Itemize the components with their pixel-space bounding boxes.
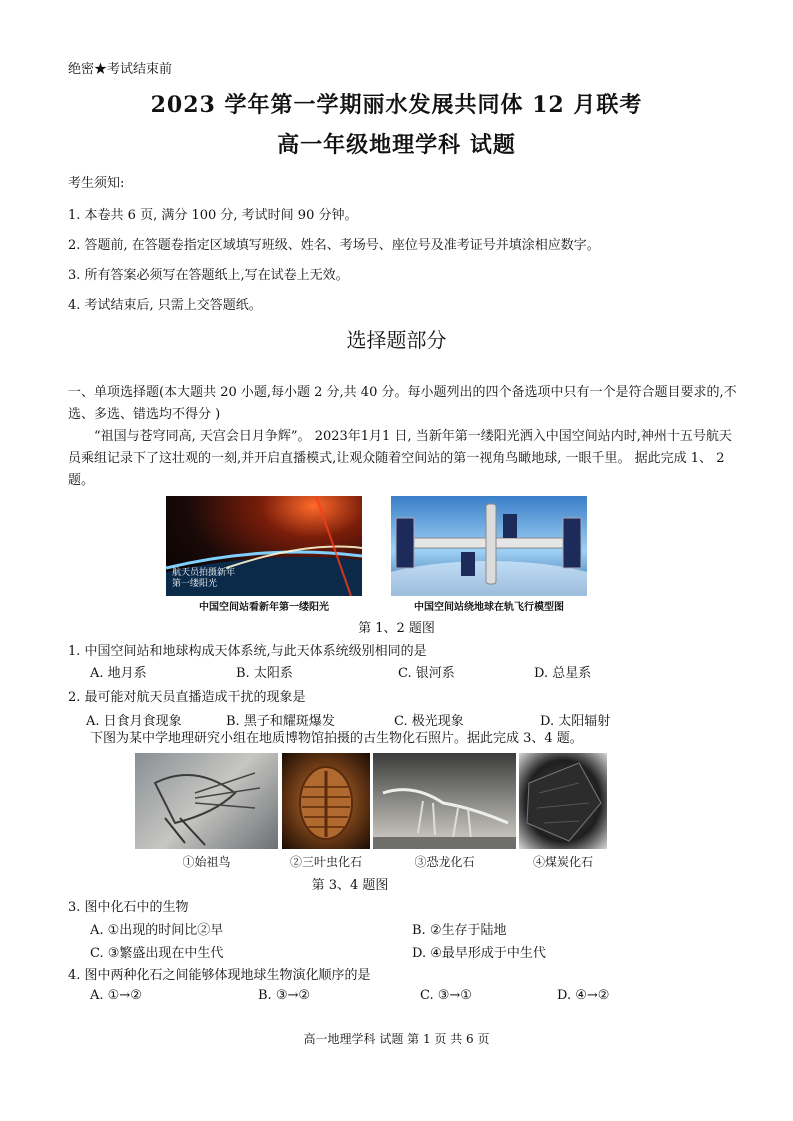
- dinosaur-graphic: [373, 753, 516, 849]
- passage-2: 下图为某中学地理研究小组在地质博物馆拍摄的古生物化石照片。据此完成 3、4 题。: [90, 731, 583, 746]
- fossil-caption-4: ④煤炭化石: [532, 855, 593, 869]
- q1-option-c: C. 银河系: [398, 666, 455, 681]
- figure2-caption: 第 3、4 题图: [311, 878, 389, 893]
- coal-graphic: [519, 753, 607, 849]
- figure1-caption-right: 中国空间站绕地球在轨飞行模型图: [414, 602, 564, 613]
- notice-heading: 考生须知:: [68, 176, 125, 191]
- notice-item-4: 4. 考试结束后, 只需上交答题纸。: [68, 298, 262, 313]
- figure1-caption: 第 1、2 题图: [358, 621, 435, 636]
- question-3-stem: 3. 图中化石中的生物: [68, 900, 189, 915]
- notice-item-2: 2. 答题前, 在答题卷指定区域填写班级、姓名、考场号、座位号及准考证号并填涂相应数字。: [68, 238, 600, 253]
- q3-option-d: D. ④最早形成于中生代: [412, 946, 546, 961]
- page-footer: 高一地理学科 试题 第 1 页 共 6 页: [303, 1032, 490, 1046]
- coal-fossil-photo: [519, 753, 607, 849]
- notice-item-1: 1. 本卷共 6 页, 满分 100 分, 考试时间 90 分钟。: [68, 208, 358, 223]
- dinosaur-photo: [373, 753, 516, 849]
- sunlight-photo: [166, 496, 362, 596]
- trilobite-photo: [282, 753, 370, 849]
- question-2-stem: 2. 最可能对航天员直播造成干扰的现象是: [68, 690, 306, 705]
- q2-option-b: B. 黑子和耀斑爆发: [226, 714, 335, 729]
- q2-option-d: D. 太阳辐射: [540, 714, 611, 729]
- section-title: 选择题部分: [346, 328, 447, 352]
- q4-option-c: C. ③→①: [420, 988, 472, 1003]
- q3-option-a: A. ①出现的时间比②早: [90, 923, 224, 938]
- space-station-photo: [391, 496, 587, 596]
- q4-option-d: D. ④→②: [557, 988, 610, 1003]
- photo-overlay-line1: 航天员拍摄新年: [172, 568, 236, 578]
- space-station-graphic: [391, 496, 587, 596]
- archaeopteryx-graphic: [135, 753, 278, 849]
- question-1-stem: 1. 中国空间站和地球构成天体系统,与此天体系统级别相同的是: [68, 644, 427, 659]
- trilobite-graphic: [282, 753, 370, 849]
- photo-overlay-line2: 第一缕阳光: [172, 579, 218, 589]
- archaeopteryx-photo: [135, 753, 278, 849]
- fossil-caption-3: ③恐龙化石: [414, 855, 475, 869]
- part1-intro: 一、单项选择题(本大题共 20 小题,每小题 2 分,共 40 分。每小题列出的四个备选项中只有一个是符合题目要求的,不选、多选、错选均不得分 ): [68, 385, 737, 422]
- figure1-caption-left: 中国空间站看新年第一缕阳光: [199, 602, 329, 613]
- exam-title: 2023 学年第一学期丽水发展共同体 12 月联考: [150, 92, 643, 118]
- q4-option-a: A. ①→②: [90, 988, 142, 1003]
- q1-option-d: D. 总星系: [534, 666, 592, 681]
- exam-subtitle: 高一年级地理学科 试题: [277, 132, 516, 158]
- fossil-caption-2: ②三叶虫化石: [289, 855, 362, 869]
- q1-option-a: A. 地月系: [90, 666, 147, 681]
- q3-option-c: C. ③繁盛出现在中生代: [90, 946, 224, 961]
- notice-item-3: 3. 所有答案必须写在答题纸上,写在试卷上无效。: [68, 268, 349, 283]
- fossil-caption-1: ①始祖鸟: [182, 855, 231, 869]
- question-4-stem: 4. 图中两种化石之间能够体现地球生物演化顺序的是: [68, 968, 371, 983]
- q2-option-c: C. 极光现象: [394, 714, 464, 729]
- q3-option-b: B. ②生存于陆地: [412, 923, 507, 938]
- confidential-label: 绝密★考试结束前: [68, 62, 173, 77]
- passage-1: “祖国与苍穹同高, 天宫会日月争辉”。 2023年1月1 日, 当新年第一缕阳光洒入中国空间站内时,神州十五号航天员乘组记录下了这壮观的一刻,并开启直播模式,让观众随着空间站的第一视角鸟瞰地球, 一眼千里。 据此完成 1、 2题。: [68, 429, 732, 488]
- q1-option-b: B. 太阳系: [236, 666, 293, 681]
- q2-option-a: A. 日食月食现象: [86, 714, 182, 729]
- q4-option-b: B. ③→②: [258, 988, 311, 1003]
